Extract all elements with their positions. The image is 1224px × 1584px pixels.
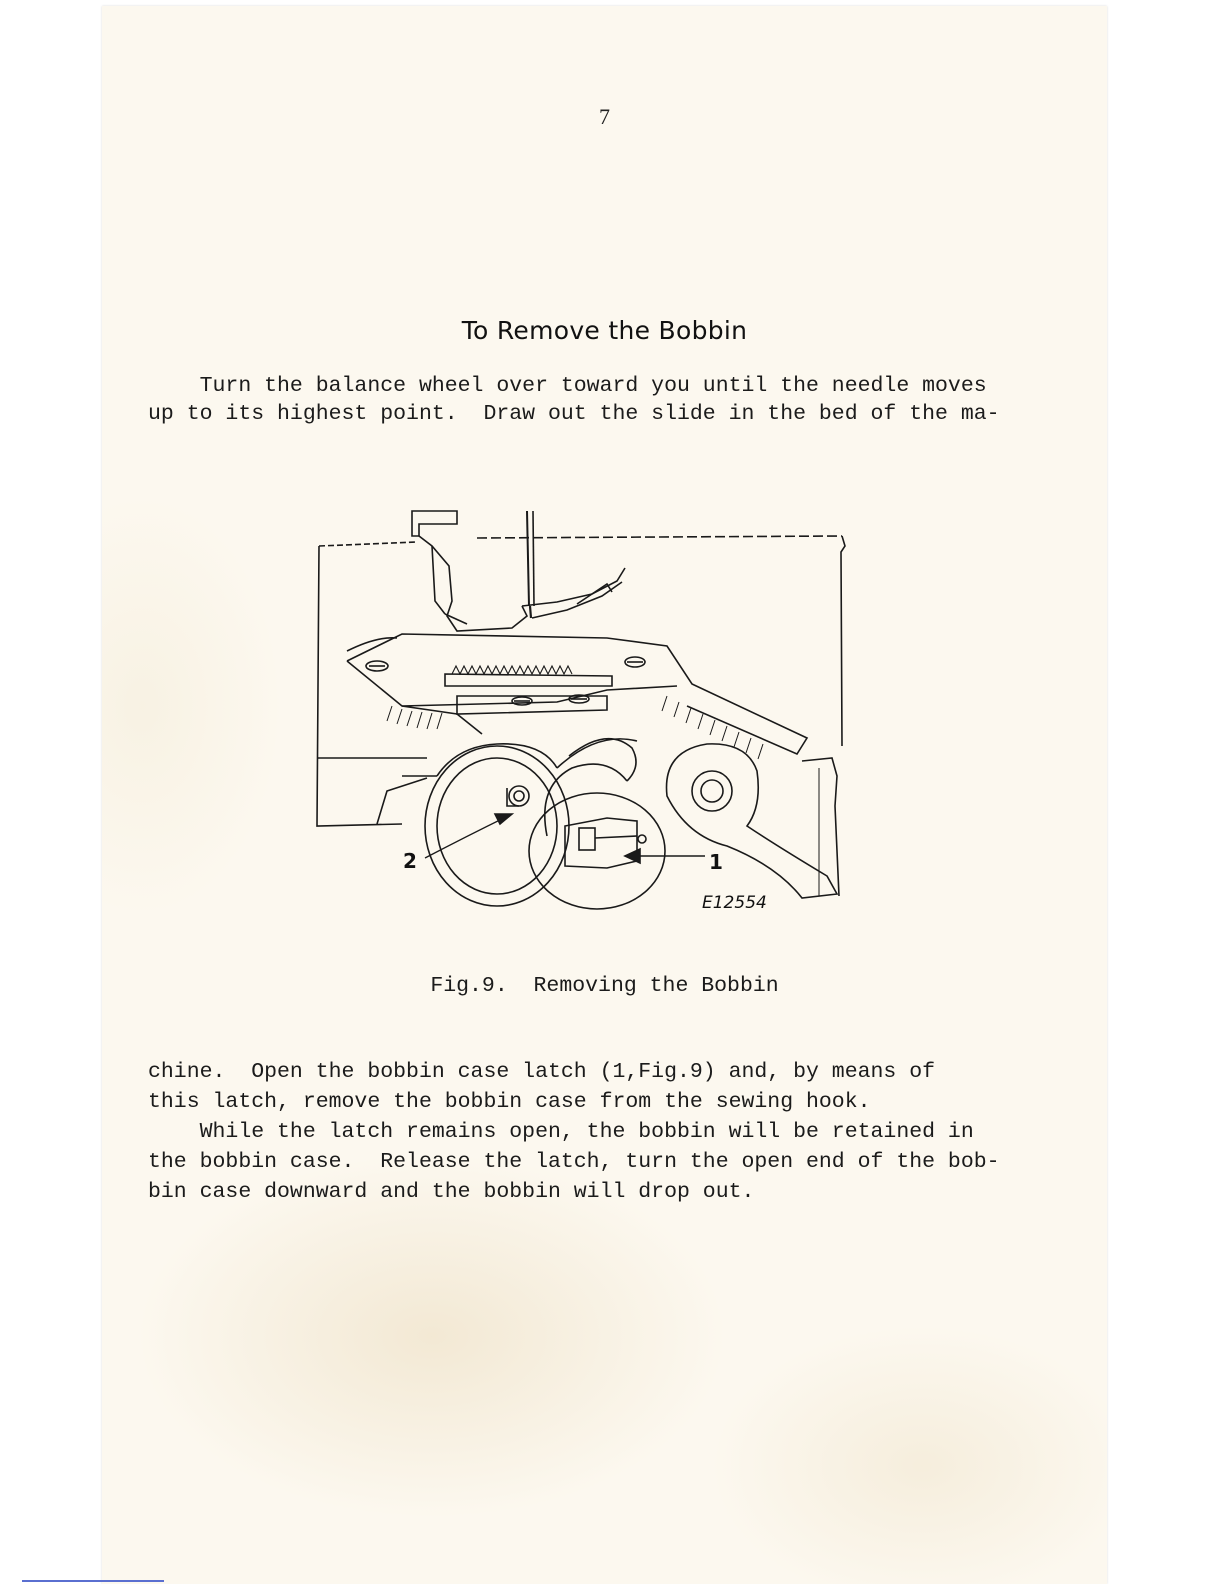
- section-title: To Remove the Bobbin: [461, 316, 748, 345]
- intro-line-2: up to its highest point. Draw out the slide in the bed of the ma-: [148, 402, 1000, 426]
- callout-1: 1: [709, 850, 723, 874]
- page-number: 7: [599, 104, 610, 129]
- body-line-2: this latch, remove the bobbin case from the sewing hook.: [148, 1090, 871, 1114]
- manual-page: [102, 6, 1107, 1584]
- figure-caption: Fig.9. Removing the Bobbin: [430, 974, 779, 998]
- intro-line-1: Turn the balance wheel over toward you until the needle moves: [148, 374, 987, 398]
- bobbin-illustration: [307, 506, 847, 916]
- figure-code: E12554: [702, 893, 767, 913]
- body-line-3: While the latch remains open, the bobbin will be retained in: [148, 1120, 974, 1144]
- body-line-5: bin case downward and the bobbin will drop out.: [148, 1180, 755, 1204]
- callout-2: 2: [403, 849, 417, 873]
- body-line-4: the bobbin case. Release the latch, turn the open end of the bob-: [148, 1150, 1000, 1174]
- body-line-1: chine. Open the bobbin case latch (1,Fig.9) and, by means of: [148, 1060, 936, 1084]
- bottom-divider: [22, 1580, 164, 1582]
